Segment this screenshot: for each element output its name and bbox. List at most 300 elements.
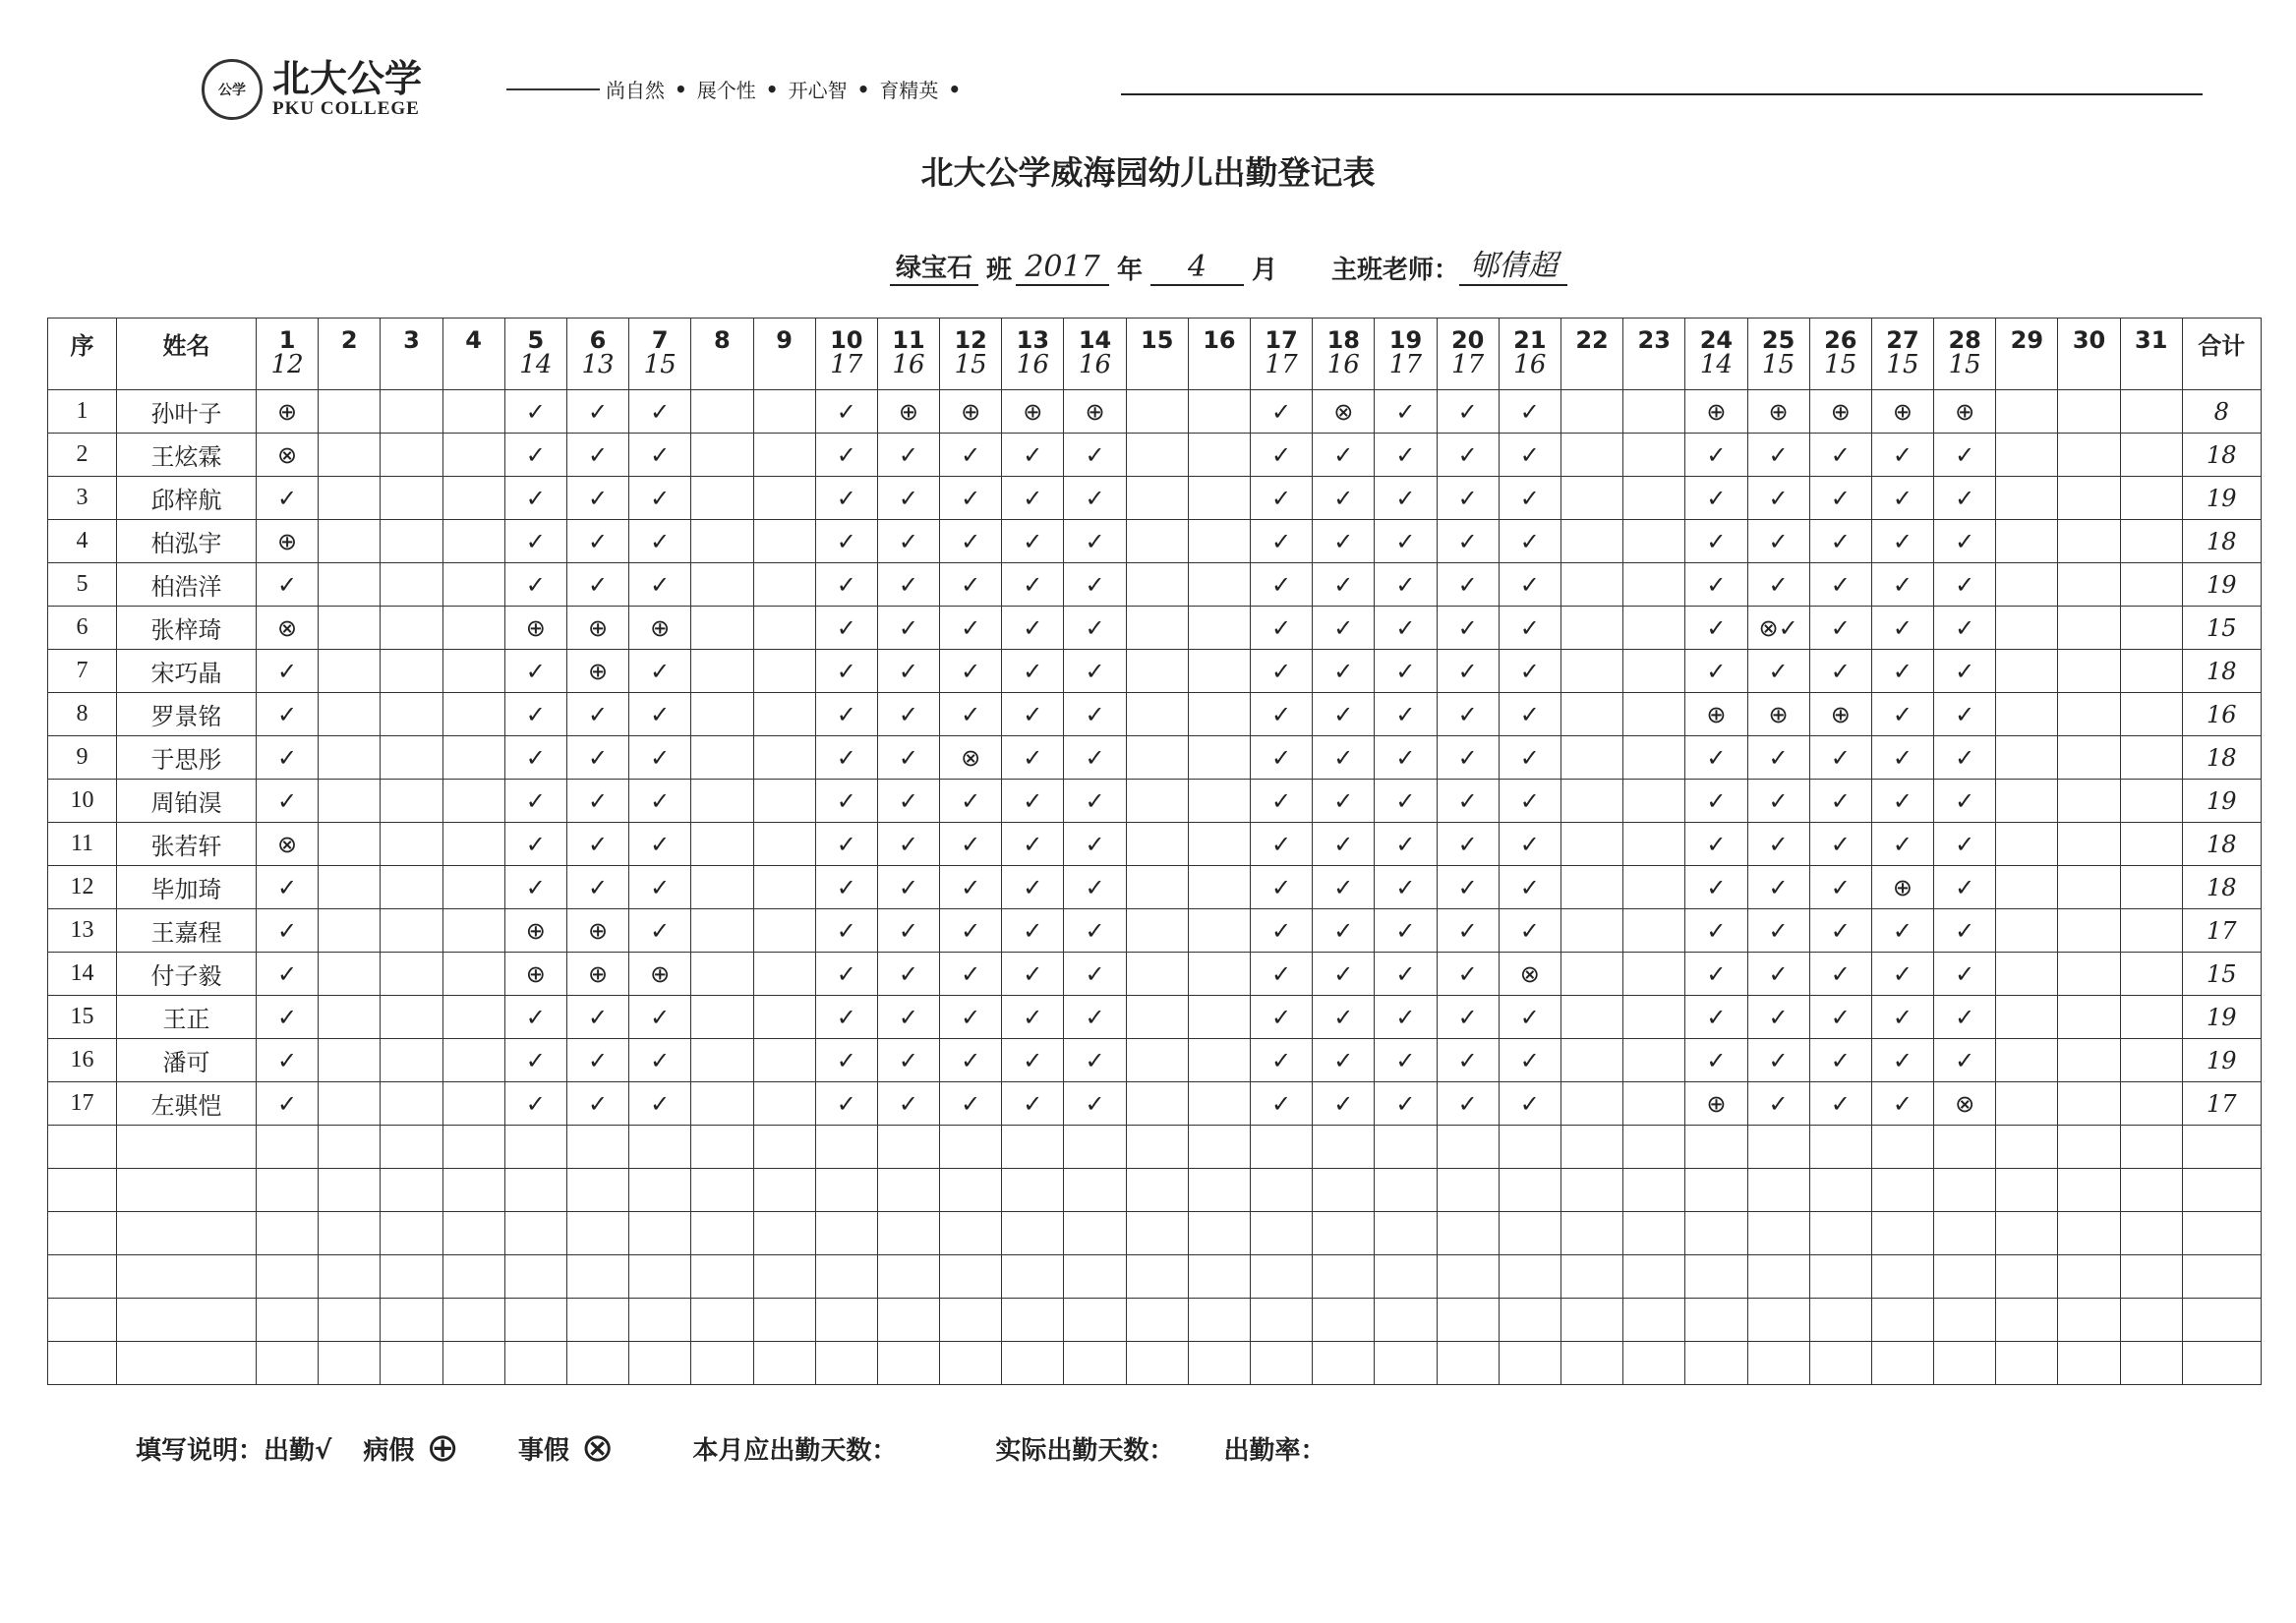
present-mark: ✓: [1313, 650, 1375, 693]
empty-row: [48, 1299, 2262, 1342]
present-mark: ✓: [1064, 1039, 1126, 1082]
empty-cell: [381, 996, 442, 1039]
row-seq: 9: [48, 736, 117, 780]
present-mark: ✓: [1064, 693, 1126, 736]
day-header: [442, 319, 504, 390]
table-row: [48, 736, 2262, 780]
present-mark: ✓: [1934, 650, 1996, 693]
present-mark: ✓: [629, 909, 691, 953]
motto-item: 展个性: [696, 79, 756, 102]
empty-cell: [2120, 1082, 2182, 1126]
present-mark: ✓: [566, 996, 628, 1039]
empty-cell: [1188, 520, 1250, 563]
empty-cell: [2058, 1212, 2120, 1255]
empty-cell: [117, 1299, 257, 1342]
table-row: [48, 607, 2262, 650]
class-label: 班: [986, 256, 1013, 285]
empty-cell: [442, 1255, 504, 1299]
present-mark: ✓: [1375, 693, 1437, 736]
empty-row: [48, 1342, 2262, 1385]
table-row: [48, 1039, 2262, 1082]
present-mark: ✓: [257, 693, 319, 736]
present-mark: ✓: [629, 693, 691, 736]
present-mark: ✓: [1871, 1082, 1933, 1126]
present-mark: ✓: [504, 1082, 566, 1126]
present-mark: ✓: [1064, 434, 1126, 477]
present-mark: ✓: [1685, 563, 1747, 607]
table-row: [48, 520, 2262, 563]
present-mark: ✓: [1499, 996, 1560, 1039]
present-mark: ✓: [1251, 1082, 1313, 1126]
present-mark: ✓: [940, 693, 1002, 736]
present-mark: ✓: [877, 520, 939, 563]
present-mark: ✓: [1437, 823, 1499, 866]
present-mark: ✓: [1313, 434, 1375, 477]
empty-cell: [319, 953, 381, 996]
present-mark: ✓: [1375, 823, 1437, 866]
day-number: 21: [1513, 326, 1547, 354]
table-row: [48, 996, 2262, 1039]
sick-leave-mark: ⊕: [1685, 693, 1747, 736]
empty-cell: [877, 1169, 939, 1212]
empty-cell: [1560, 693, 1622, 736]
row-seq: 5: [48, 563, 117, 607]
table-row: [48, 780, 2262, 823]
present-mark: ✓: [1251, 780, 1313, 823]
empty-cell: [1375, 1255, 1437, 1299]
present-mark: ✓: [940, 780, 1002, 823]
present-mark: ✓: [1747, 736, 1809, 780]
empty-cell: [691, 1082, 753, 1126]
empty-cell: [1871, 1126, 1933, 1169]
day-number: 28: [1948, 326, 1981, 354]
empty-row: [48, 1126, 2262, 1169]
empty-cell: [2058, 823, 2120, 866]
empty-cell: [1437, 1212, 1499, 1255]
empty-cell: [381, 909, 442, 953]
empty-cell: [566, 1126, 628, 1169]
empty-cell: [1560, 434, 1622, 477]
present-mark: ✓: [1313, 563, 1375, 607]
empty-cell: [1126, 563, 1188, 607]
present-mark: ✓: [1437, 996, 1499, 1039]
empty-cell: [566, 1255, 628, 1299]
present-mark: ✓: [877, 1039, 939, 1082]
sick-leave-mark: ⊕: [504, 607, 566, 650]
present-mark: ✓: [1375, 953, 1437, 996]
empty-cell: [48, 1126, 117, 1169]
empty-cell: [1871, 1212, 1933, 1255]
empty-cell: [1996, 996, 2058, 1039]
row-name: 潘可: [117, 1039, 257, 1082]
day-number: 24: [1699, 326, 1734, 354]
present-mark: ✓: [815, 866, 877, 909]
present-mark: ✓: [504, 650, 566, 693]
row-seq: 15: [48, 996, 117, 1039]
empty-cell: [442, 1039, 504, 1082]
empty-cell: [1934, 1169, 1996, 1212]
empty-cell: [691, 1342, 753, 1385]
empty-cell: [1126, 1299, 1188, 1342]
table-row: [48, 693, 2262, 736]
present-mark: ✓: [1499, 780, 1560, 823]
legend-personal-label: 事假: [517, 1435, 569, 1466]
day-header: [1996, 319, 2058, 390]
present-mark: ✓: [1747, 477, 1809, 520]
empty-cell: [1375, 1212, 1437, 1255]
present-mark: ✓: [1002, 1082, 1064, 1126]
empty-cell: [319, 563, 381, 607]
empty-cell: [1188, 953, 1250, 996]
present-mark: ✓: [1934, 866, 1996, 909]
present-mark: ✓: [566, 780, 628, 823]
present-mark: ✓: [504, 996, 566, 1039]
empty-cell: [1934, 1299, 1996, 1342]
empty-cell: [319, 736, 381, 780]
school-seal-icon: 公学: [202, 59, 263, 120]
sick-leave-mark: ⊕: [566, 650, 628, 693]
present-mark: ✓: [877, 477, 939, 520]
empty-cell: [629, 1299, 691, 1342]
present-mark: ✓: [629, 520, 691, 563]
row-seq: 14: [48, 953, 117, 996]
empty-cell: [1996, 390, 2058, 434]
day-count: 14: [519, 350, 553, 379]
empty-cell: [1188, 434, 1250, 477]
empty-cell: [1747, 1255, 1809, 1299]
row-seq: 3: [48, 477, 117, 520]
empty-cell: [381, 520, 442, 563]
empty-cell: [257, 1255, 319, 1299]
empty-cell: [442, 909, 504, 953]
sick-leave-mark: ⊕: [1809, 390, 1871, 434]
empty-cell: [1126, 1255, 1188, 1299]
row-seq: 16: [48, 1039, 117, 1082]
present-mark: ✓: [940, 520, 1002, 563]
row-total: 19: [2182, 477, 2261, 520]
empty-cell: [1685, 1255, 1747, 1299]
empty-cell: [566, 1342, 628, 1385]
day-count: 16: [1513, 350, 1547, 379]
present-mark: ✓: [1809, 736, 1871, 780]
present-mark: ✓: [1064, 909, 1126, 953]
row-total: 19: [2182, 780, 2261, 823]
day-count: 15: [643, 350, 677, 379]
present-mark: ✓: [815, 823, 877, 866]
present-mark: ✓: [1499, 823, 1560, 866]
present-mark: ✓: [1002, 736, 1064, 780]
present-mark: ✓: [566, 1039, 628, 1082]
empty-cell: [2058, 1255, 2120, 1299]
sick-leave-mark: ⊕: [1871, 390, 1933, 434]
empty-cell: [1560, 1169, 1622, 1212]
row-total: 18: [2182, 650, 2261, 693]
empty-cell: [1188, 866, 1250, 909]
present-mark: ✓: [815, 434, 877, 477]
day-header: [1685, 319, 1747, 390]
empty-cell: [1313, 1169, 1375, 1212]
empty-cell: [1126, 953, 1188, 996]
present-mark: ✓: [1002, 996, 1064, 1039]
empty-cell: [1623, 477, 1685, 520]
day-number: 25: [1761, 326, 1796, 354]
empty-cell: [1996, 823, 2058, 866]
empty-cell: [1064, 1342, 1126, 1385]
empty-cell: [2120, 1039, 2182, 1082]
day-count: 15: [1886, 350, 1919, 379]
present-mark: ✓: [504, 693, 566, 736]
empty-cell: [1437, 1342, 1499, 1385]
empty-cell: [1934, 1342, 1996, 1385]
empty-cell: [1623, 1082, 1685, 1126]
empty-cell: [1623, 953, 1685, 996]
day-header: [940, 319, 1002, 390]
sick-leave-mark: ⊕: [1002, 390, 1064, 434]
empty-cell: [442, 477, 504, 520]
empty-cell: [2120, 736, 2182, 780]
row-name: 付子毅: [117, 953, 257, 996]
day-number: 1: [278, 326, 296, 354]
empty-cell: [1375, 1169, 1437, 1212]
present-mark: ✓: [940, 996, 1002, 1039]
present-mark: ✓: [1499, 563, 1560, 607]
row-total: 19: [2182, 1039, 2261, 1082]
personal-leave-mark: ⊗: [1499, 953, 1560, 996]
empty-cell: [1188, 823, 1250, 866]
row-name: 罗景铭: [117, 693, 257, 736]
empty-cell: [381, 1039, 442, 1082]
present-mark: ✓: [629, 477, 691, 520]
empty-cell: [815, 1212, 877, 1255]
present-mark: ✓: [1685, 866, 1747, 909]
month-value: 4: [1150, 250, 1244, 286]
empty-cell: [1996, 434, 2058, 477]
empty-cell: [1996, 866, 2058, 909]
attendance-rate-label: 出勤率：: [1223, 1435, 1326, 1466]
present-mark: ✓: [815, 477, 877, 520]
empty-cell: [319, 909, 381, 953]
empty-cell: [117, 1255, 257, 1299]
day-header: [319, 319, 381, 390]
present-mark: ✓: [1499, 390, 1560, 434]
day-count: 16: [1078, 350, 1112, 379]
present-mark: ✓: [1809, 780, 1871, 823]
empty-cell: [381, 563, 442, 607]
present-mark: ✓: [1313, 1082, 1375, 1126]
present-mark: ✓: [877, 650, 939, 693]
empty-cell: [877, 1126, 939, 1169]
empty-cell: [1623, 1169, 1685, 1212]
empty-cell: [2182, 1126, 2261, 1169]
present-mark: ✓: [1064, 563, 1126, 607]
empty-cell: [1623, 390, 1685, 434]
empty-cell: [2120, 823, 2182, 866]
present-mark: ✓: [1313, 477, 1375, 520]
empty-cell: [691, 607, 753, 650]
empty-cell: [319, 650, 381, 693]
sick-leave-mark: ⊕: [1809, 693, 1871, 736]
empty-cell: [1996, 477, 2058, 520]
empty-cell: [1188, 1082, 1250, 1126]
present-mark: ✓: [566, 477, 628, 520]
empty-cell: [2120, 1299, 2182, 1342]
row-total: 15: [2182, 607, 2261, 650]
empty-cell: [877, 1342, 939, 1385]
present-mark: ✓: [1685, 953, 1747, 996]
day-number: 17: [1265, 326, 1298, 354]
present-mark: ✓: [1871, 909, 1933, 953]
empty-cell: [1437, 1299, 1499, 1342]
empty-cell: [877, 1212, 939, 1255]
empty-cell: [753, 953, 815, 996]
present-mark: ✓: [815, 780, 877, 823]
present-mark: ✓: [1499, 520, 1560, 563]
motto-item: 开心智: [788, 79, 848, 102]
empty-cell: [442, 563, 504, 607]
present-mark: ✓: [1934, 823, 1996, 866]
present-mark: ✓: [504, 1039, 566, 1082]
empty-cell: [1996, 780, 2058, 823]
empty-cell: [442, 780, 504, 823]
empty-cell: [2120, 1342, 2182, 1385]
present-mark: ✓: [1809, 477, 1871, 520]
present-mark: ✓: [1685, 1039, 1747, 1082]
empty-cell: [691, 520, 753, 563]
present-mark: ✓: [1437, 1039, 1499, 1082]
empty-row: [48, 1255, 2262, 1299]
present-mark: ✓: [1809, 953, 1871, 996]
sick-leave-mark: ⊕: [1747, 693, 1809, 736]
sick-leave-mark: ⊕: [877, 390, 939, 434]
empty-cell: [1623, 563, 1685, 607]
present-mark: ✓: [1747, 650, 1809, 693]
empty-cell: [319, 1255, 381, 1299]
empty-cell: [691, 909, 753, 953]
empty-cell: [1996, 650, 2058, 693]
present-mark: ✓: [877, 563, 939, 607]
empty-cell: [1499, 1212, 1560, 1255]
empty-cell: [1996, 909, 2058, 953]
present-mark: ✓: [1002, 780, 1064, 823]
empty-cell: [753, 1255, 815, 1299]
day-count: 15: [1948, 350, 1981, 379]
present-mark: ✓: [257, 736, 319, 780]
present-mark: ✓: [877, 434, 939, 477]
day-count: 14: [1699, 350, 1733, 379]
present-mark: ✓: [1375, 477, 1437, 520]
present-mark: ✓: [877, 1082, 939, 1126]
row-total: 15: [2182, 953, 2261, 996]
empty-cell: [1499, 1299, 1560, 1342]
empty-cell: [1437, 1126, 1499, 1169]
present-mark: ✓: [1251, 953, 1313, 996]
empty-cell: [753, 1299, 815, 1342]
present-mark: ✓: [1251, 650, 1313, 693]
day-number: 15: [1141, 326, 1174, 354]
present-mark: ✓: [1251, 736, 1313, 780]
empty-cell: [940, 1169, 1002, 1212]
empty-cell: [1560, 780, 1622, 823]
day-number: 8: [714, 326, 731, 354]
row-name: 周铂淏: [117, 780, 257, 823]
year-value: 2017: [1016, 250, 1109, 286]
present-mark: ✓: [1064, 866, 1126, 909]
empty-cell: [2120, 1212, 2182, 1255]
empty-cell: [1188, 477, 1250, 520]
empty-cell: [1623, 1342, 1685, 1385]
empty-cell: [1126, 693, 1188, 736]
empty-cell: [1560, 953, 1622, 996]
day-number: 22: [1575, 326, 1609, 354]
present-mark: ✓: [815, 693, 877, 736]
class-info: [890, 241, 1567, 286]
empty-cell: [381, 953, 442, 996]
empty-cell: [1623, 823, 1685, 866]
present-mark: ✓: [877, 780, 939, 823]
attendance-table: [47, 318, 2262, 1385]
empty-cell: [1996, 1212, 2058, 1255]
empty-cell: [381, 693, 442, 736]
day-header: [1002, 319, 1064, 390]
empty-cell: [1251, 1342, 1313, 1385]
empty-cell: [1188, 1255, 1250, 1299]
row-name: 王嘉程: [117, 909, 257, 953]
empty-cell: [629, 1126, 691, 1169]
empty-cell: [753, 996, 815, 1039]
empty-cell: [1126, 477, 1188, 520]
motto-item: 尚自然: [606, 79, 665, 102]
empty-cell: [691, 1039, 753, 1082]
empty-cell: [691, 693, 753, 736]
present-mark: ✓: [1499, 434, 1560, 477]
empty-cell: [442, 996, 504, 1039]
empty-cell: [940, 1126, 1002, 1169]
empty-cell: [1251, 1255, 1313, 1299]
empty-cell: [1064, 1169, 1126, 1212]
empty-cell: [2120, 390, 2182, 434]
name-header-label: 姓名: [162, 332, 210, 360]
empty-cell: [753, 1212, 815, 1255]
present-mark: ✓: [1251, 996, 1313, 1039]
present-mark: ✓: [1437, 736, 1499, 780]
legend-attendance: 填写说明：出勤√: [136, 1435, 332, 1466]
present-mark: ✓: [1934, 607, 1996, 650]
empty-cell: [2058, 1342, 2120, 1385]
empty-cell: [1251, 1212, 1313, 1255]
empty-cell: [1064, 1255, 1126, 1299]
present-mark: ✓: [1002, 563, 1064, 607]
present-mark: ✓: [1809, 434, 1871, 477]
present-mark: ✓: [1685, 823, 1747, 866]
empty-cell: [1126, 1212, 1188, 1255]
personal-leave-icon: ⊗: [580, 1425, 615, 1471]
present-mark: ✓: [629, 650, 691, 693]
present-mark: ✓: [257, 477, 319, 520]
motto-item: 育精英: [879, 79, 939, 102]
empty-cell: [1188, 736, 1250, 780]
present-mark: ✓: [1437, 780, 1499, 823]
present-mark: ✓: [1002, 693, 1064, 736]
empty-cell: [753, 1039, 815, 1082]
present-mark: ✓: [940, 953, 1002, 996]
empty-cell: [257, 1342, 319, 1385]
present-mark: ✓: [566, 520, 628, 563]
total-header-label: 合计: [2198, 332, 2246, 360]
day-header: [753, 319, 815, 390]
day-header: [1188, 319, 1250, 390]
present-mark: ✓: [1313, 693, 1375, 736]
sick-leave-mark: ⊕: [1685, 1082, 1747, 1126]
